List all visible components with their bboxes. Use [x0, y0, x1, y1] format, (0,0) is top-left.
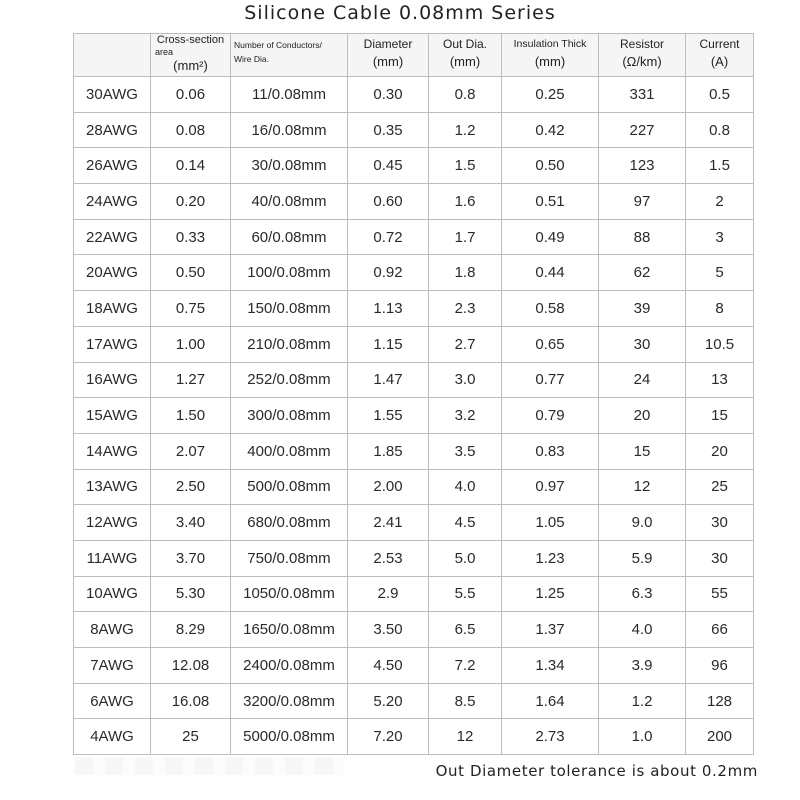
cell-current: 5 [686, 255, 754, 291]
cell-resistor: 227 [599, 112, 686, 148]
cell-diameter: 1.13 [348, 291, 429, 327]
table-row [74, 219, 754, 255]
header-cross-section [151, 34, 231, 77]
table-row [74, 540, 754, 576]
table-row [74, 184, 754, 220]
cell-out-dia: 1.2 [429, 112, 502, 148]
cell-out-dia: 1.8 [429, 255, 502, 291]
header-diameter [348, 34, 429, 77]
table-row [74, 683, 754, 719]
cell-insulation: 0.77 [502, 362, 599, 398]
cell-current: 25 [686, 469, 754, 505]
cell-conductors: 3200/0.08mm [231, 683, 348, 719]
cell-current: 0.8 [686, 112, 754, 148]
cell-conductors: 680/0.08mm [231, 505, 348, 541]
cell-resistor: 5.9 [599, 540, 686, 576]
cell-conductors: 100/0.08mm [231, 255, 348, 291]
cell-out-dia: 6.5 [429, 612, 502, 648]
cell-current: 13 [686, 362, 754, 398]
cell-insulation: 1.25 [502, 576, 599, 612]
cell-diameter: 0.35 [348, 112, 429, 148]
header-unit: (mm²) [173, 58, 208, 73]
header-insulation [502, 34, 599, 77]
cell-diameter: 2.53 [348, 540, 429, 576]
cell-out-dia: 4.5 [429, 505, 502, 541]
cell-current: 20 [686, 433, 754, 469]
cell-resistor: 97 [599, 184, 686, 220]
header-label: Cross-section [156, 34, 225, 46]
table-row [74, 77, 754, 113]
header-label-sub: Wire Dia. [234, 54, 269, 64]
cell-conductors: 300/0.08mm [231, 398, 348, 434]
tolerance-note: Out Diameter tolerance is about 0.2mm [435, 762, 758, 780]
cell-cross-section: 5.30 [151, 576, 231, 612]
cell-diameter: 2.9 [348, 576, 429, 612]
cell-insulation: 0.25 [502, 77, 599, 113]
cell-gauge: 24AWG [74, 184, 151, 220]
cell-diameter: 0.92 [348, 255, 429, 291]
spec-table [73, 33, 754, 755]
cell-resistor: 20 [599, 398, 686, 434]
cell-gauge: 15AWG [74, 398, 151, 434]
header-label-sub: area [155, 47, 174, 57]
cell-insulation: 0.50 [502, 148, 599, 184]
cell-gauge: 8AWG [74, 612, 151, 648]
cell-diameter: 3.50 [348, 612, 429, 648]
cell-current: 15 [686, 398, 754, 434]
cell-conductors: 150/0.08mm [231, 291, 348, 327]
header-label: Diameter [363, 37, 413, 51]
header-unit: (mm) [372, 54, 404, 69]
header-label: Insulation Thick [513, 38, 587, 50]
faded-text-strip [75, 757, 345, 775]
header-out-dia [429, 34, 502, 77]
cell-gauge: 14AWG [74, 433, 151, 469]
cell-resistor: 62 [599, 255, 686, 291]
cell-gauge: 30AWG [74, 77, 151, 113]
cell-diameter: 5.20 [348, 683, 429, 719]
cell-current: 8 [686, 291, 754, 327]
cell-out-dia: 1.7 [429, 219, 502, 255]
cell-cross-section: 25 [151, 719, 231, 755]
cell-cross-section: 0.75 [151, 291, 231, 327]
cell-diameter: 7.20 [348, 719, 429, 755]
cell-resistor: 6.3 [599, 576, 686, 612]
cell-cross-section: 0.50 [151, 255, 231, 291]
cell-diameter: 4.50 [348, 648, 429, 684]
cell-gauge: 28AWG [74, 112, 151, 148]
cell-diameter: 1.85 [348, 433, 429, 469]
cell-conductors: 400/0.08mm [231, 433, 348, 469]
cell-cross-section: 0.33 [151, 219, 231, 255]
cell-resistor: 39 [599, 291, 686, 327]
table-row [74, 505, 754, 541]
cell-insulation: 1.64 [502, 683, 599, 719]
cell-insulation: 0.42 [502, 112, 599, 148]
cell-insulation: 0.79 [502, 398, 599, 434]
cell-out-dia: 5.0 [429, 540, 502, 576]
cell-out-dia: 12 [429, 719, 502, 755]
cell-insulation: 1.23 [502, 540, 599, 576]
cell-gauge: 22AWG [74, 219, 151, 255]
cell-conductors: 40/0.08mm [231, 184, 348, 220]
table-row [74, 469, 754, 505]
cell-insulation: 1.37 [502, 612, 599, 648]
cell-out-dia: 3.0 [429, 362, 502, 398]
cell-cross-section: 2.50 [151, 469, 231, 505]
cell-diameter: 1.55 [348, 398, 429, 434]
cell-gauge: 16AWG [74, 362, 151, 398]
cell-conductors: 210/0.08mm [231, 326, 348, 362]
header-current [686, 34, 754, 77]
cell-conductors: 11/0.08mm [231, 77, 348, 113]
cell-gauge: 20AWG [74, 255, 151, 291]
cell-diameter: 1.15 [348, 326, 429, 362]
cell-current: 10.5 [686, 326, 754, 362]
cell-gauge: 10AWG [74, 576, 151, 612]
cell-insulation: 0.58 [502, 291, 599, 327]
cell-insulation: 1.34 [502, 648, 599, 684]
table-row [74, 362, 754, 398]
cell-cross-section: 0.08 [151, 112, 231, 148]
header-resistor [599, 34, 686, 77]
cell-resistor: 1.0 [599, 719, 686, 755]
cell-resistor: 123 [599, 148, 686, 184]
cell-resistor: 88 [599, 219, 686, 255]
cell-conductors: 5000/0.08mm [231, 719, 348, 755]
cell-gauge: 18AWG [74, 291, 151, 327]
cell-resistor: 4.0 [599, 612, 686, 648]
header-conductors [231, 34, 348, 77]
table-row [74, 433, 754, 469]
cell-conductors: 1050/0.08mm [231, 576, 348, 612]
cell-current: 30 [686, 505, 754, 541]
cell-out-dia: 8.5 [429, 683, 502, 719]
cell-out-dia: 2.7 [429, 326, 502, 362]
cell-gauge: 17AWG [74, 326, 151, 362]
cell-insulation: 0.65 [502, 326, 599, 362]
cell-current: 128 [686, 683, 754, 719]
cell-resistor: 1.2 [599, 683, 686, 719]
cell-gauge: 7AWG [74, 648, 151, 684]
cell-gauge: 4AWG [74, 719, 151, 755]
cell-resistor: 12 [599, 469, 686, 505]
header-gauge [74, 34, 151, 77]
cell-conductors: 1650/0.08mm [231, 612, 348, 648]
cell-out-dia: 2.3 [429, 291, 502, 327]
cell-cross-section: 16.08 [151, 683, 231, 719]
cell-diameter: 1.47 [348, 362, 429, 398]
header-label: Number of Conductors/ [234, 40, 322, 50]
cell-cross-section: 1.00 [151, 326, 231, 362]
table-row [74, 291, 754, 327]
cell-cross-section: 0.20 [151, 184, 231, 220]
table-row [74, 255, 754, 291]
header-label: Out Dia. [442, 37, 487, 51]
cell-out-dia: 1.5 [429, 148, 502, 184]
cell-cross-section: 8.29 [151, 612, 231, 648]
cell-conductors: 60/0.08mm [231, 219, 348, 255]
table-row [74, 612, 754, 648]
cell-diameter: 0.30 [348, 77, 429, 113]
cell-cross-section: 3.40 [151, 505, 231, 541]
cell-diameter: 2.41 [348, 505, 429, 541]
header-label: Current [699, 37, 740, 51]
cell-insulation: 0.97 [502, 469, 599, 505]
cell-insulation: 2.73 [502, 719, 599, 755]
cell-insulation: 1.05 [502, 505, 599, 541]
cell-current: 66 [686, 612, 754, 648]
header-unit: (A) [710, 54, 729, 69]
cell-current: 1.5 [686, 148, 754, 184]
cell-out-dia: 4.0 [429, 469, 502, 505]
cell-resistor: 30 [599, 326, 686, 362]
page-title: Silicone Cable 0.08mm Series [244, 2, 556, 24]
cell-conductors: 16/0.08mm [231, 112, 348, 148]
cell-current: 0.5 [686, 77, 754, 113]
cell-current: 30 [686, 540, 754, 576]
header-unit: (mm) [534, 54, 566, 69]
cell-cross-section: 0.06 [151, 77, 231, 113]
cell-gauge: 11AWG [74, 540, 151, 576]
cell-conductors: 252/0.08mm [231, 362, 348, 398]
cell-cross-section: 12.08 [151, 648, 231, 684]
cell-gauge: 12AWG [74, 505, 151, 541]
table-body [74, 77, 754, 755]
header-label: Resistor [619, 37, 664, 51]
cell-out-dia: 0.8 [429, 77, 502, 113]
cell-out-dia: 1.6 [429, 184, 502, 220]
cell-current: 200 [686, 719, 754, 755]
table-row [74, 148, 754, 184]
cell-gauge: 26AWG [74, 148, 151, 184]
header-unit: (mm) [449, 54, 481, 69]
cell-conductors: 500/0.08mm [231, 469, 348, 505]
cell-conductors: 750/0.08mm [231, 540, 348, 576]
cell-gauge: 13AWG [74, 469, 151, 505]
cell-current: 96 [686, 648, 754, 684]
cell-diameter: 2.00 [348, 469, 429, 505]
cell-out-dia: 3.5 [429, 433, 502, 469]
table-row [74, 112, 754, 148]
cell-resistor: 24 [599, 362, 686, 398]
table-row [74, 326, 754, 362]
cell-diameter: 0.72 [348, 219, 429, 255]
cell-resistor: 3.9 [599, 648, 686, 684]
cell-cross-section: 1.50 [151, 398, 231, 434]
cell-out-dia: 3.2 [429, 398, 502, 434]
cell-cross-section: 0.14 [151, 148, 231, 184]
cell-resistor: 331 [599, 77, 686, 113]
cell-cross-section: 2.07 [151, 433, 231, 469]
cell-insulation: 0.49 [502, 219, 599, 255]
header-row [74, 34, 754, 77]
cell-insulation: 0.51 [502, 184, 599, 220]
cell-insulation: 0.83 [502, 433, 599, 469]
cell-out-dia: 7.2 [429, 648, 502, 684]
cell-resistor: 15 [599, 433, 686, 469]
table-row [74, 576, 754, 612]
cell-current: 55 [686, 576, 754, 612]
cell-cross-section: 1.27 [151, 362, 231, 398]
cell-current: 3 [686, 219, 754, 255]
table-row [74, 719, 754, 755]
header-unit: (Ω/km) [622, 54, 662, 69]
table-row [74, 648, 754, 684]
cell-diameter: 0.60 [348, 184, 429, 220]
cell-gauge: 6AWG [74, 683, 151, 719]
cell-resistor: 9.0 [599, 505, 686, 541]
table-row [74, 398, 754, 434]
cell-conductors: 2400/0.08mm [231, 648, 348, 684]
cell-conductors: 30/0.08mm [231, 148, 348, 184]
cell-insulation: 0.44 [502, 255, 599, 291]
cell-current: 2 [686, 184, 754, 220]
cell-cross-section: 3.70 [151, 540, 231, 576]
cell-out-dia: 5.5 [429, 576, 502, 612]
cell-diameter: 0.45 [348, 148, 429, 184]
